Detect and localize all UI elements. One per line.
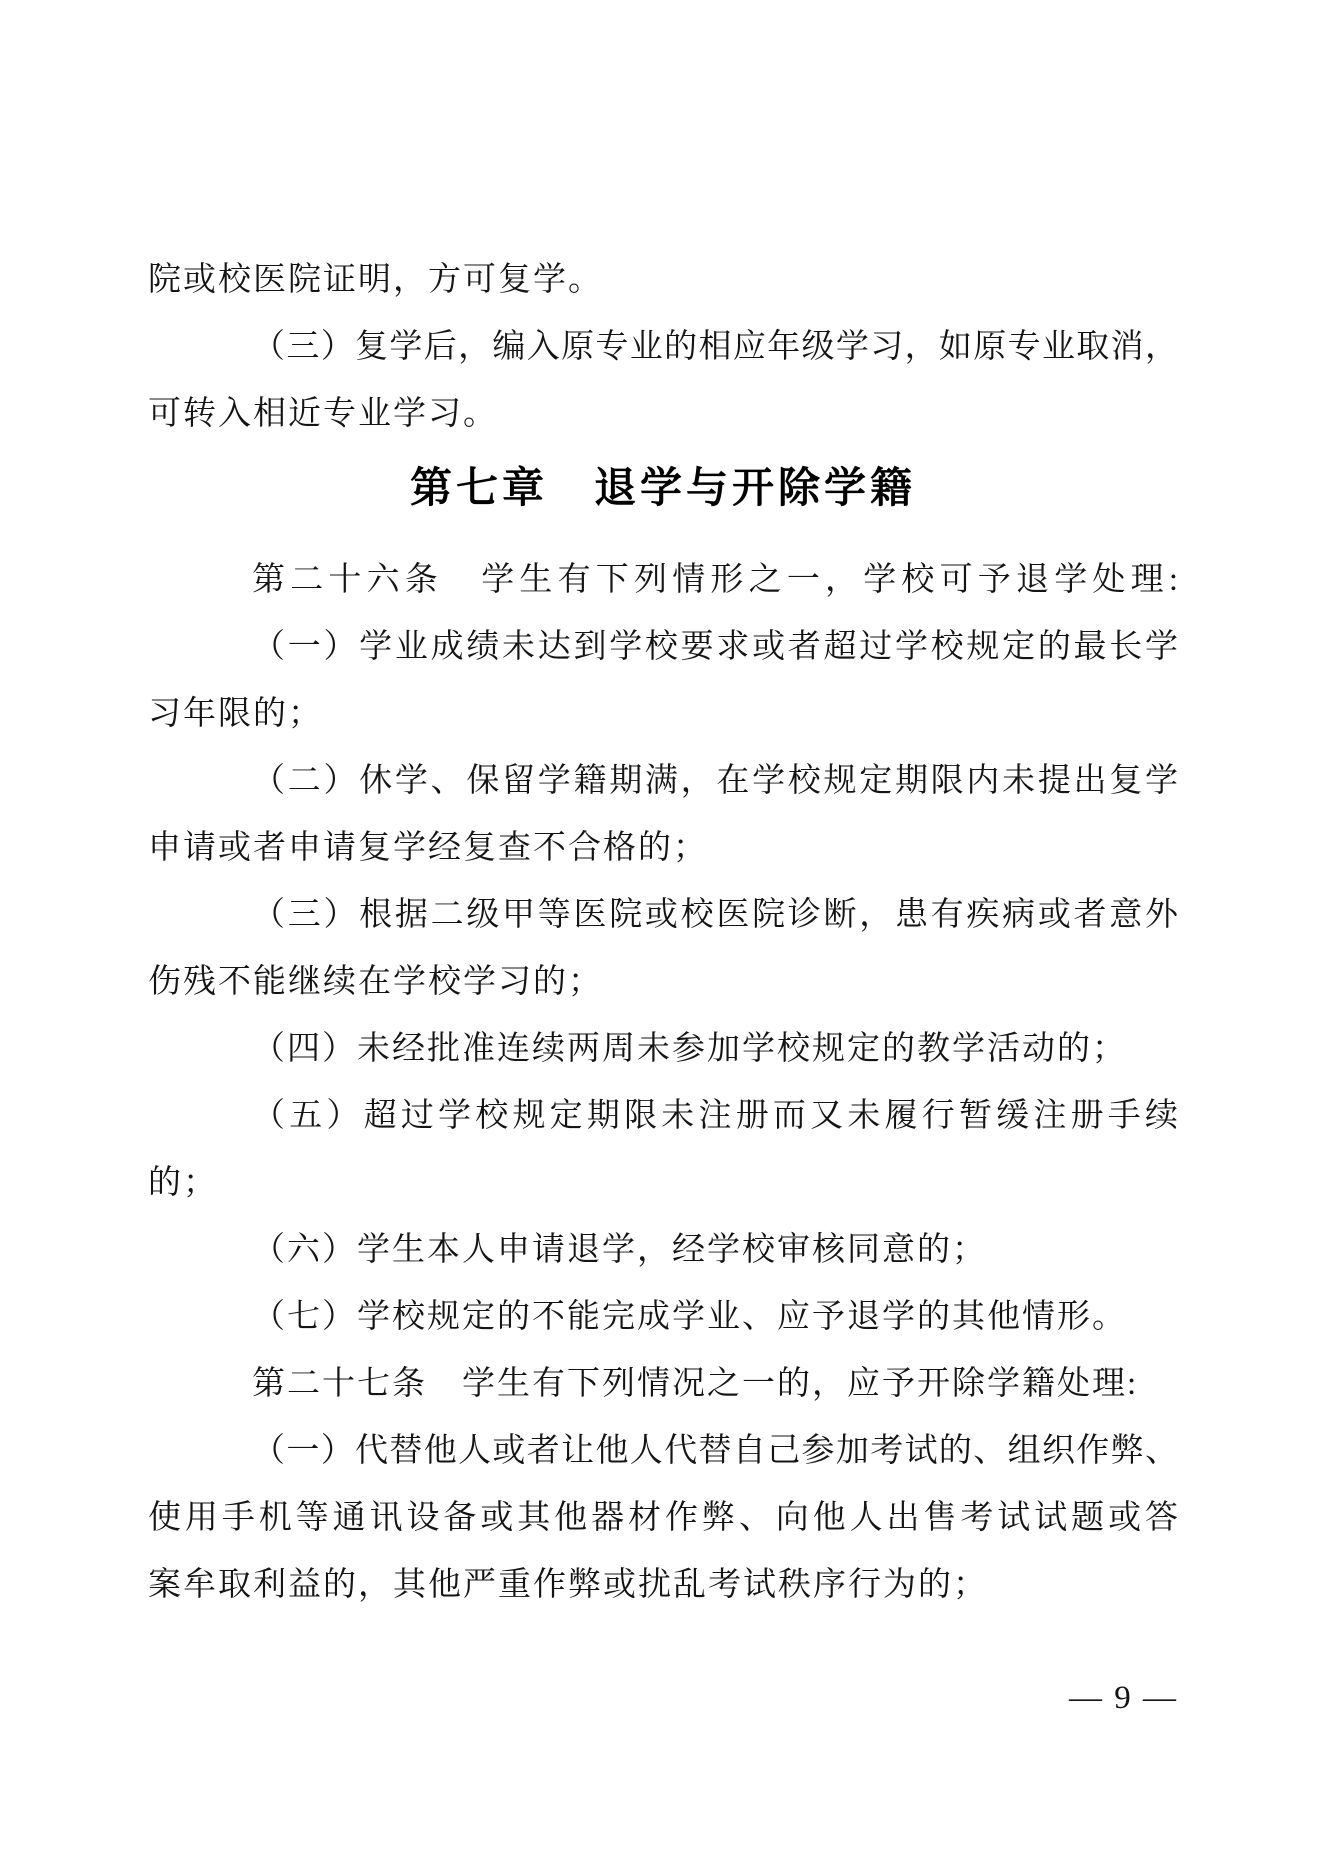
text-line: （一）代替他人或者让他人代替自己参加考试的、组织作弊、 — [252, 1433, 1178, 1469]
text-line: （六）学生本人申请退学，经学校审核同意的； — [252, 1232, 987, 1268]
text-line: 第二十六条 学生有下列情形之一，学校可予退学处理: — [252, 562, 1178, 598]
text-line: （二）休学、保留学籍期满，在学校规定期限内未提出复学 — [252, 763, 1178, 799]
text-line: 习年限的； — [148, 696, 323, 732]
text-line: 申请或者申请复学经复查不合格的； — [148, 830, 708, 866]
chapter-heading: 第七章 退学与开除学籍 — [409, 464, 916, 511]
text-line: 伤残不能继续在学校学习的； — [148, 964, 603, 1000]
text-line: （一）学业成绩未达到学校要求或者超过学校规定的最长学 — [252, 629, 1178, 665]
text-line: 第二十七条 学生有下列情况之一的，应予开除学籍处理: — [252, 1366, 1139, 1402]
text-line: （五）超过学校规定期限未注册而又未履行暂缓注册手续 — [252, 1098, 1178, 1134]
text-line: 使用手机等通讯设备或其他器材作弊、向他人出售考试试题或答 — [148, 1500, 1178, 1536]
text-line: 的； — [148, 1165, 218, 1201]
document-body — [148, 247, 1178, 1619]
text-line: （三）根据二级甲等医院或校医院诊断，患有疾病或者意外 — [252, 897, 1178, 933]
text-line: （七）学校规定的不能完成学业、应予退学的其他情形。 — [252, 1299, 1127, 1335]
text-line: 案牟取利益的，其他严重作弊或扰乱考试秩序行为的； — [148, 1567, 988, 1603]
text-line: 院或校医院证明，方可复学。 — [148, 262, 603, 298]
page-number: — 9 — — [1069, 1680, 1178, 1716]
page-footer — [148, 1678, 1178, 1718]
text-line: 可转入相近专业学习。 — [148, 396, 498, 432]
text-line: （三）复学后，编入原专业的相应年级学习，如原专业取消， — [252, 329, 1178, 365]
text-line: （四）未经批准连续两周未参加学校规定的教学活动的； — [252, 1031, 1127, 1067]
